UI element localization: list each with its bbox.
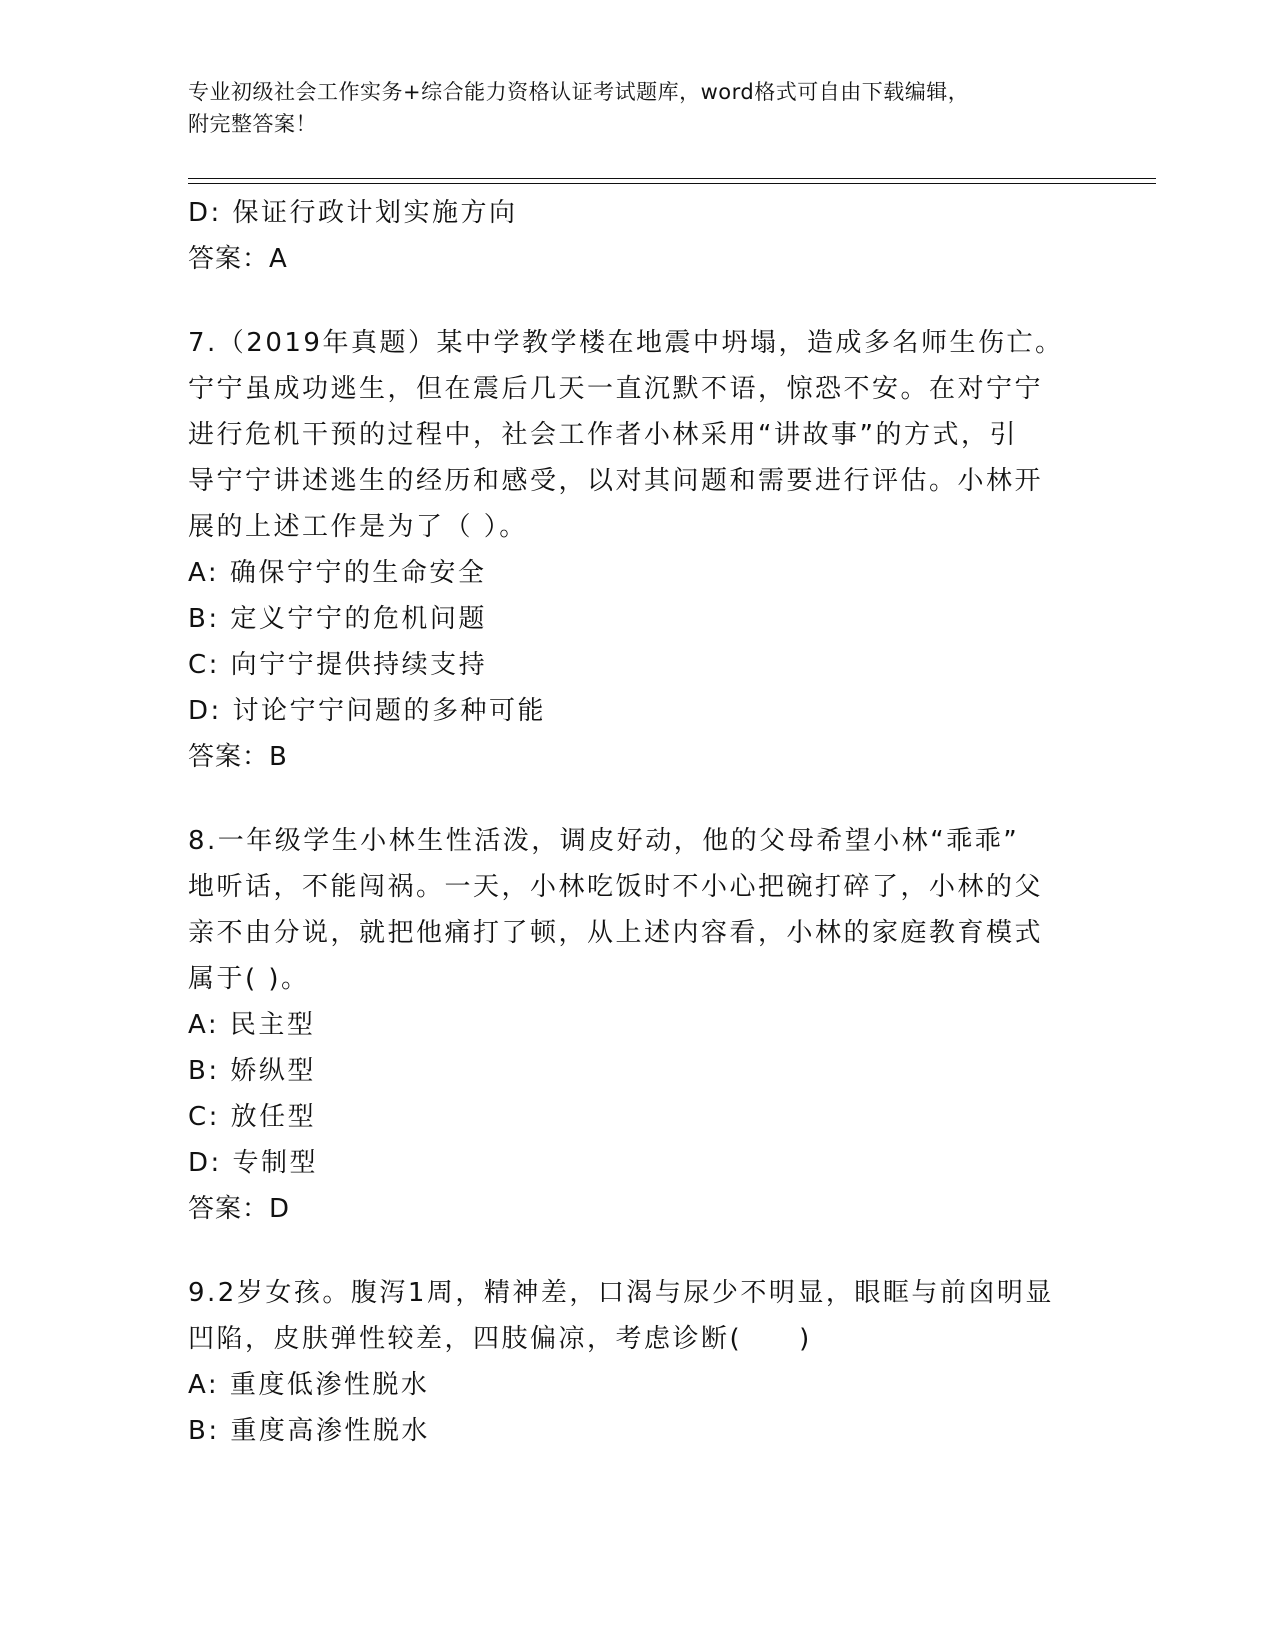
question-7	[188, 320, 1093, 780]
document-body	[188, 190, 1093, 1454]
header-rule-top	[188, 178, 1156, 179]
answer: 答案：B	[188, 742, 288, 772]
document-header	[188, 76, 1088, 140]
question-9	[188, 1270, 1093, 1454]
option-d: D: 专制型	[188, 1148, 319, 1178]
question-8	[188, 818, 1093, 1232]
answer: 答案：D	[188, 1194, 291, 1224]
option-a: A: 重度低渗性脱水	[188, 1370, 430, 1400]
question-text: 9.2岁女孩。腹泻1周，精神差，口渴与尿少不明显，眼眶与前囟明显 凹陷，皮肤弹性较差，四肢偏凉，考虑诊断( )	[188, 1278, 1054, 1354]
option-d: D: 讨论宁宁问题的多种可能	[188, 696, 547, 726]
header-rule-bottom	[188, 183, 1156, 184]
question-text: 8.一年级学生小林生性活泼，调皮好动，他的父母希望小林“乖乖” 地听话，不能闯祸。一天，小林吃饭时不小心把碗打碎了，小林的父 亲不由分说，就把他痛打了顿，从上述内容看，小林的家庭教育模式 属于( )。	[188, 826, 1044, 994]
question-6-tail	[188, 190, 1093, 282]
option-d: D: 保证行政计划实施方向	[188, 198, 518, 228]
header-line-1: 专业初级社会工作实务+综合能力资格认证考试题库，word格式可自由下载编辑，	[188, 80, 970, 104]
option-b: B: 重度高渗性脱水	[188, 1416, 430, 1446]
option-c: C: 放任型	[188, 1102, 317, 1132]
option-c: C: 向宁宁提供持续支持	[188, 650, 488, 680]
header-line-2: 附完整答案！	[188, 112, 317, 136]
answer: 答案：A	[188, 244, 288, 274]
option-b: B: 定义宁宁的危机问题	[188, 604, 487, 634]
option-b: B: 娇纵型	[188, 1056, 316, 1086]
option-a: A: 民主型	[188, 1010, 316, 1040]
option-a: A: 确保宁宁的生命安全	[188, 558, 487, 588]
question-text: 7.（2019年真题）某中学教学楼在地震中坍塌，造成多名师生伤亡。 宁宁虽成功逃生，但在震后几天一直沉默不语，惊恐不安。在对宁宁 进行危机干预的过程中，社会工作者小林采用“讲故事”的方式，引 导宁宁讲述逃生的经历和感受，以对其问题和需要进行评估。小林开 展的上述工作是为了（ ）。	[188, 328, 1064, 542]
